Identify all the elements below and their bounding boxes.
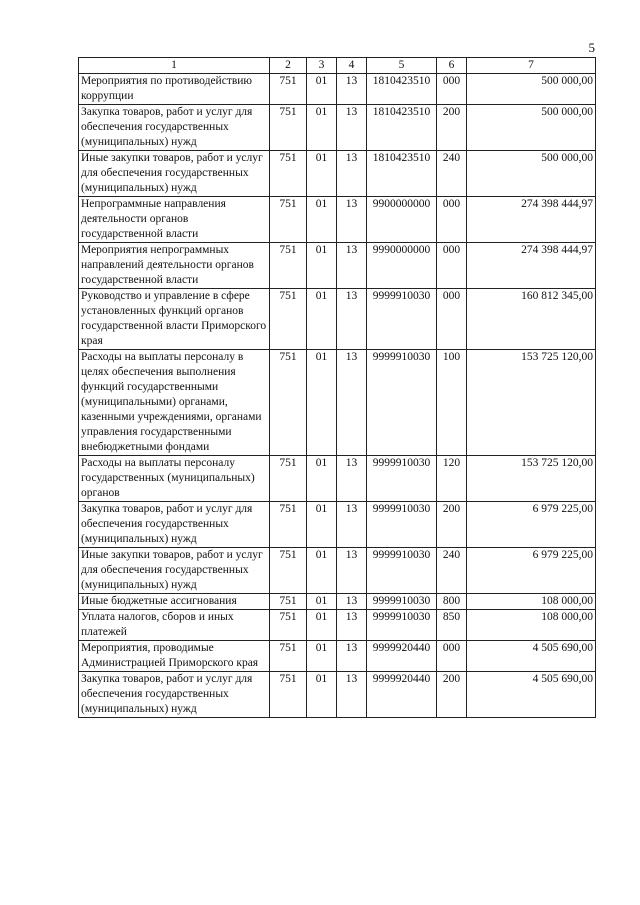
column-header: 7 [467, 58, 596, 74]
code-ministry: 751 [270, 350, 307, 456]
expense-name: Расходы на выплаты персоналу государственных (муниципальных) органов [79, 456, 270, 502]
expense-name: Непрограммные направления деятельности органов государственной власти [79, 197, 270, 243]
table-row [79, 548, 596, 594]
expense-name: Мероприятия непрограммных направлений деятельности органов государственной власти [79, 243, 270, 289]
expense-name: Иные бюджетные ассигнования [79, 594, 270, 610]
code-ministry: 751 [270, 502, 307, 548]
code-expense-type: 200 [437, 105, 467, 151]
amount: 4 505 690,00 [467, 672, 596, 718]
code-subsection: 13 [337, 151, 367, 197]
amount: 6 979 225,00 [467, 548, 596, 594]
code-ministry: 751 [270, 641, 307, 672]
table-row [79, 197, 596, 243]
column-header: 2 [270, 58, 307, 74]
table-row [79, 74, 596, 105]
code-target-item: 1810423510 [367, 151, 437, 197]
table-row [79, 641, 596, 672]
column-header: 3 [307, 58, 337, 74]
code-ministry: 751 [270, 548, 307, 594]
amount: 274 398 444,97 [467, 197, 596, 243]
code-subsection: 13 [337, 456, 367, 502]
code-expense-type: 000 [437, 197, 467, 243]
code-expense-type: 000 [437, 243, 467, 289]
code-expense-type: 100 [437, 350, 467, 456]
code-subsection: 13 [337, 243, 367, 289]
code-ministry: 751 [270, 456, 307, 502]
table-row [79, 350, 596, 456]
code-subsection: 13 [337, 289, 367, 350]
expense-name: Расходы на выплаты персоналу в целях обеспечения выполнения функций государственными (муниципальными) органами, казенными учреждениями, органами управления государственными внебюджетными фондами [79, 350, 270, 456]
code-expense-type: 000 [437, 289, 467, 350]
amount: 6 979 225,00 [467, 502, 596, 548]
expense-name: Руководство и управление в сфере установленных функций органов государственной власти Приморского края [79, 289, 270, 350]
expense-name: Мероприятия, проводимые Администрацией Приморского края [79, 641, 270, 672]
code-expense-type: 000 [437, 641, 467, 672]
code-section: 01 [307, 243, 337, 289]
code-section: 01 [307, 594, 337, 610]
code-section: 01 [307, 74, 337, 105]
table-row [79, 610, 596, 641]
expense-name: Иные закупки товаров, работ и услуг для обеспечения государственных (муниципальных) нужд [79, 151, 270, 197]
amount: 500 000,00 [467, 74, 596, 105]
code-section: 01 [307, 105, 337, 151]
column-header: 5 [367, 58, 437, 74]
amount: 108 000,00 [467, 610, 596, 641]
code-target-item: 9900000000 [367, 197, 437, 243]
code-subsection: 13 [337, 350, 367, 456]
code-expense-type: 200 [437, 672, 467, 718]
column-header: 6 [437, 58, 467, 74]
code-target-item: 1810423510 [367, 105, 437, 151]
amount: 274 398 444,97 [467, 243, 596, 289]
code-target-item: 9999910030 [367, 289, 437, 350]
code-target-item: 9999920440 [367, 641, 437, 672]
column-header: 1 [79, 58, 270, 74]
code-ministry: 751 [270, 151, 307, 197]
expense-name: Уплата налогов, сборов и иных платежей [79, 610, 270, 641]
amount: 4 505 690,00 [467, 641, 596, 672]
table-row [79, 289, 596, 350]
code-section: 01 [307, 502, 337, 548]
code-section: 01 [307, 610, 337, 641]
table-row [79, 672, 596, 718]
code-subsection: 13 [337, 548, 367, 594]
code-target-item: 9999910030 [367, 350, 437, 456]
code-ministry: 751 [270, 74, 307, 105]
table-row [79, 151, 596, 197]
code-target-item: 9999920440 [367, 672, 437, 718]
code-subsection: 13 [337, 502, 367, 548]
amount: 108 000,00 [467, 594, 596, 610]
code-subsection: 13 [337, 610, 367, 641]
code-ministry: 751 [270, 243, 307, 289]
amount: 500 000,00 [467, 105, 596, 151]
code-target-item: 9999910030 [367, 594, 437, 610]
table-row [79, 502, 596, 548]
table-row [79, 243, 596, 289]
amount: 153 725 120,00 [467, 456, 596, 502]
code-target-item: 9999910030 [367, 610, 437, 641]
table-row [79, 105, 596, 151]
amount: 153 725 120,00 [467, 350, 596, 456]
page-number: 5 [588, 40, 595, 55]
code-expense-type: 120 [437, 456, 467, 502]
code-ministry: 751 [270, 594, 307, 610]
code-section: 01 [307, 151, 337, 197]
table-header-row [79, 58, 596, 74]
table-row [79, 456, 596, 502]
expense-name: Закупка товаров, работ и услуг для обеспечения государственных (муниципальных) нужд [79, 502, 270, 548]
code-target-item: 1810423510 [367, 74, 437, 105]
code-expense-type: 200 [437, 502, 467, 548]
code-subsection: 13 [337, 594, 367, 610]
code-subsection: 13 [337, 641, 367, 672]
code-target-item: 9999910030 [367, 548, 437, 594]
code-expense-type: 000 [437, 74, 467, 105]
code-target-item: 9999910030 [367, 456, 437, 502]
code-ministry: 751 [270, 289, 307, 350]
code-section: 01 [307, 456, 337, 502]
code-section: 01 [307, 350, 337, 456]
code-ministry: 751 [270, 672, 307, 718]
code-section: 01 [307, 641, 337, 672]
amount: 500 000,00 [467, 151, 596, 197]
expense-name: Закупка товаров, работ и услуг для обеспечения государственных (муниципальных) нужд [79, 672, 270, 718]
code-section: 01 [307, 548, 337, 594]
code-ministry: 751 [270, 105, 307, 151]
column-header: 4 [337, 58, 367, 74]
code-subsection: 13 [337, 105, 367, 151]
code-ministry: 751 [270, 610, 307, 641]
expense-name: Закупка товаров, работ и услуг для обеспечения государственных (муниципальных) нужд [79, 105, 270, 151]
code-expense-type: 850 [437, 610, 467, 641]
code-subsection: 13 [337, 197, 367, 243]
code-subsection: 13 [337, 74, 367, 105]
code-ministry: 751 [270, 197, 307, 243]
expense-name: Мероприятия по противодействию коррупции [79, 74, 270, 105]
table-row [79, 594, 596, 610]
code-section: 01 [307, 197, 337, 243]
code-target-item: 9990000000 [367, 243, 437, 289]
code-section: 01 [307, 289, 337, 350]
code-expense-type: 800 [437, 594, 467, 610]
budget-table [78, 57, 596, 718]
expense-name: Иные закупки товаров, работ и услуг для обеспечения государственных (муниципальных) нужд [79, 548, 270, 594]
code-expense-type: 240 [437, 151, 467, 197]
code-expense-type: 240 [437, 548, 467, 594]
code-subsection: 13 [337, 672, 367, 718]
code-target-item: 9999910030 [367, 502, 437, 548]
code-section: 01 [307, 672, 337, 718]
amount: 160 812 345,00 [467, 289, 596, 350]
